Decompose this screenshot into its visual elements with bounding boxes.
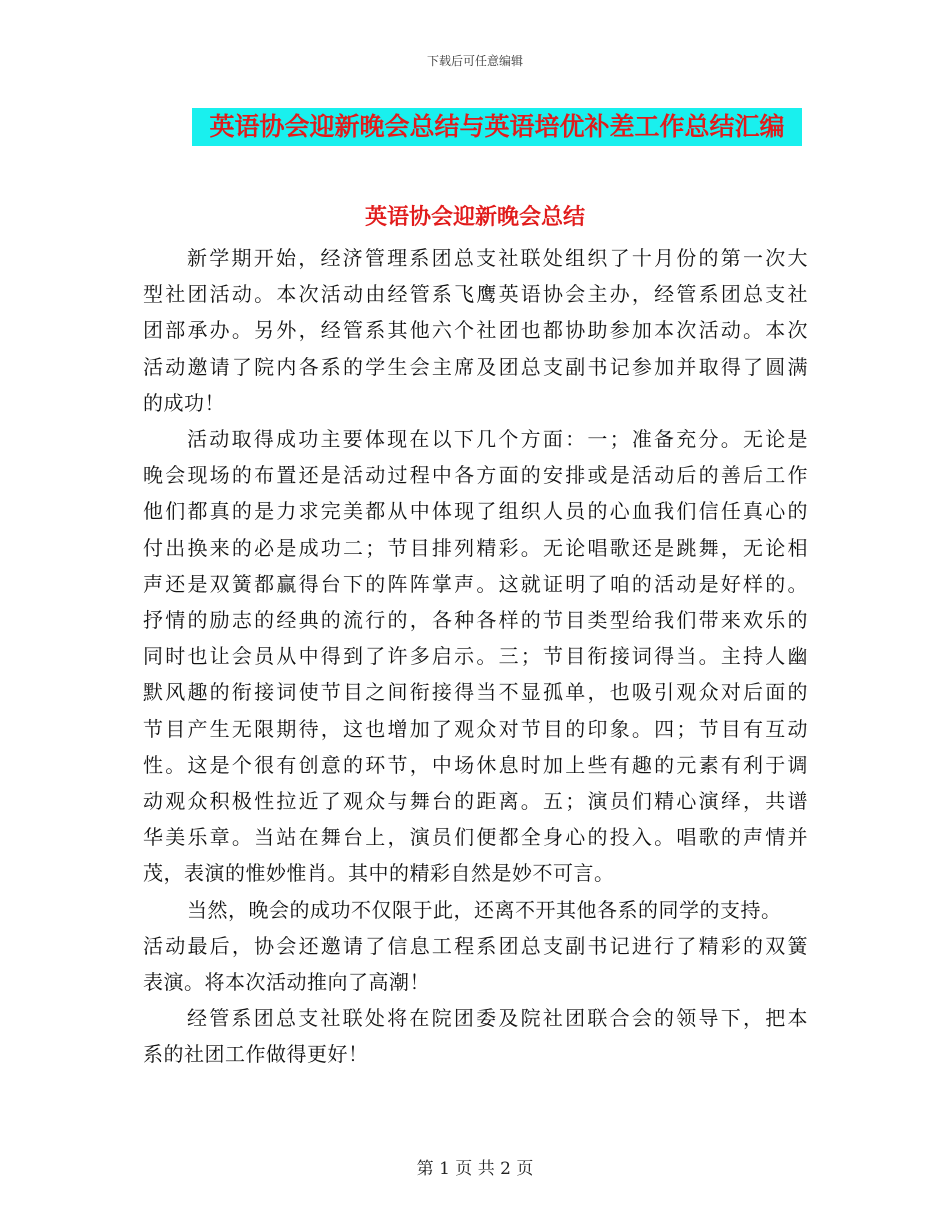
text-line: 默风趣的衔接词使节目之间衔接得当不显孤单，也吸引观众对后面的 [143,680,808,705]
text-line: 活动邀请了院内各系的学生会主席及团总支副书记参加并取得了圆满 [143,354,808,379]
document-body [143,240,808,1073]
text-line: 活动取得成功主要体现在以下几个方面：一；准备充分。无论是 [187,427,808,452]
text-line: 晚会现场的布置还是活动过程中各方面的安排或是活动后的善后工作 [143,463,808,488]
text-line: 新学期开始，经济管理系团总支社联处组织了十月份的第一次大 [187,246,808,270]
text-line: 经管系团总支社联处将在院团委及院社团联合会的领导下，把本 [187,1006,808,1031]
text-line: 性。这是个很有创意的环节，中场休息时加上些有趣的元素有利于调 [143,752,808,777]
text-line: 茂，表演的惟妙惟肖。其中的精彩自然是妙不可言。 [143,861,615,886]
header-note: 下载后可任意编辑 [426,54,523,68]
page-number: 第 1 页 共 2 页 [416,1159,534,1179]
text-line: 付出换来的必是成功二；节目排列精彩。无论唱歌还是跳舞，无论相 [143,535,808,560]
text-line: 华美乐章。当站在舞台上，演员们便都全身心的投入。唱歌的声情并 [143,825,808,850]
text-line: 声还是双簧都赢得台下的阵阵掌声。这就证明了咱的活动是好样的。 [143,571,808,596]
paragraph-1 [143,240,808,421]
document-title-highlight [192,108,802,146]
text-line: 型社团活动。本次活动由经管系飞鹰英语协会主办，经管系团总支社 [143,282,808,307]
document-title: 英语协会迎新晚会总结与英语培优补差工作总结汇编 [209,112,785,141]
text-line: 表演。将本次活动推向了高潮！ [143,970,430,995]
text-line: 团部承办。另外，经管系其他六个社团也都协助参加本次活动。本次 [143,318,808,343]
text-line: 抒情的励志的经典的流行的，各种各样的节目类型给我们带来欢乐的 [143,608,808,633]
section-title: 英语协会迎新晚会总结 [364,204,585,230]
text-line: 当然，晚会的成功不仅限于此，还离不开其他各系的同学的支持。 [187,897,782,922]
text-line: 系的社团工作做得更好！ [143,1042,369,1067]
text-line: 的成功！ [143,390,225,415]
text-line: 同时也让会员从中得到了许多启示。三；节目衔接词得当。主持人幽 [143,644,808,669]
text-line: 他们都真的是力求完美都从中体现了组织人员的心血我们信任真心的 [143,499,808,524]
paragraph-4 [143,1000,808,1072]
paragraph-2 [143,421,808,892]
text-line: 活动最后，协会还邀请了信息工程系团总支副书记进行了精彩的双簧 [143,933,808,958]
text-line: 节目产生无限期待，这也增加了观众对节目的印象。四；节目有互动 [143,716,808,741]
text-line: 动观众积极性拉近了观众与舞台的距离。五；演员们精心演绎，共谱 [143,789,808,814]
paragraph-3 [143,892,808,1001]
